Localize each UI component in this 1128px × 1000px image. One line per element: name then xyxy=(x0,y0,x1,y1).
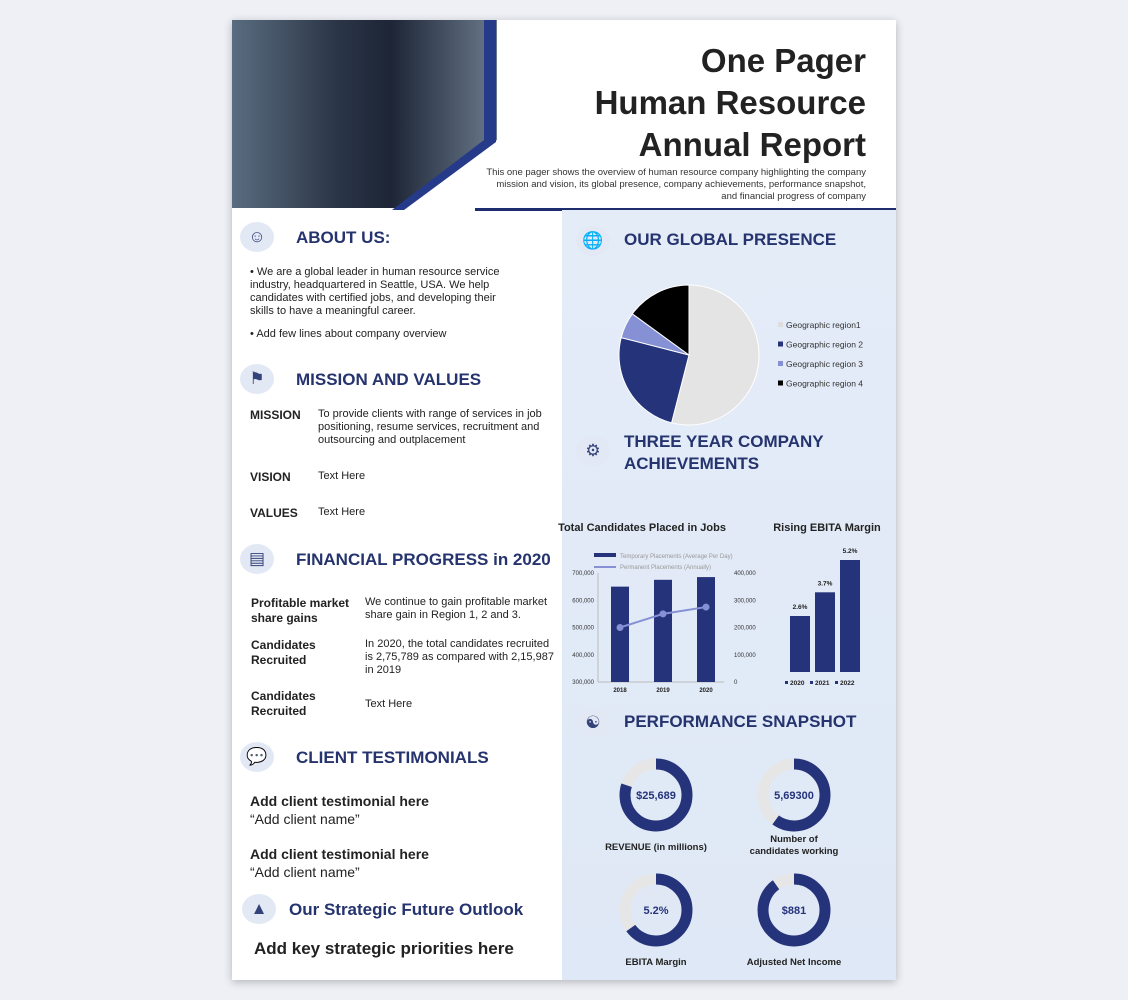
financial-label: Profitable market share gains xyxy=(251,596,350,625)
y-tick-label: 600,000 xyxy=(572,598,594,605)
bar xyxy=(840,560,860,672)
title-line: Annual Report xyxy=(638,126,866,163)
data-label: 2.6% xyxy=(792,604,808,611)
financial-label: Candidates Recruited xyxy=(251,689,316,718)
global-presence-pie xyxy=(572,255,892,415)
legend-swatch xyxy=(785,681,788,684)
performance-donuts xyxy=(562,745,896,980)
y2-tick-label: 0 xyxy=(734,680,738,686)
y2-tick-label: 100,000 xyxy=(734,652,756,659)
globe-monitor-icon: 🌐 xyxy=(576,226,610,256)
gear-person-icon: ⚙ xyxy=(576,436,610,466)
legend-swatch xyxy=(778,381,783,386)
data-label: 5.2% xyxy=(842,548,858,555)
line-point xyxy=(703,604,710,611)
financial-text: In 2020, the total candidates recruited is 2,75,789 as compared with 2,15,987 in 2019 xyxy=(365,638,554,676)
financial-text: Text Here xyxy=(365,698,413,710)
bar xyxy=(815,592,835,672)
donut-label: Number of xyxy=(770,834,818,845)
mission-label: MISSION xyxy=(250,408,301,422)
legend-label: 2022 xyxy=(840,680,855,687)
legend-label: 2020 xyxy=(790,680,805,687)
legend-label: 2021 xyxy=(815,680,830,687)
testimonial-name: “Add client name” xyxy=(250,864,360,880)
testimonial xyxy=(250,845,429,881)
one-pager xyxy=(232,20,896,980)
legend-label: Geographic region 3 xyxy=(786,359,864,369)
values-label: VALUES xyxy=(250,506,298,520)
page-title xyxy=(595,40,866,166)
legend-label: Temporary Placements (Average Per Day) xyxy=(620,554,733,560)
legend-label: Geographic region 4 xyxy=(786,378,864,389)
vision-label: VISION xyxy=(250,470,291,484)
donut-label: REVENUE (in millions) xyxy=(605,842,707,853)
y-tick-label: 400,000 xyxy=(572,652,594,659)
line-point xyxy=(617,624,624,631)
data-label: 3.7% xyxy=(817,580,833,588)
vision-text: Text Here xyxy=(318,470,366,482)
legend-swatch xyxy=(778,361,783,366)
about-text: We are a global leader in human resource service industry, headquartered in Seattle, USA. We help candidates with certified jobs, and developing their skills to have a meaningful career. xyxy=(250,266,500,317)
financial-heading: FINANCIAL PROGRESS in 2020 xyxy=(296,550,551,569)
legend-label: Permanent Placements (Annually) xyxy=(620,565,712,571)
donut-label: EBITA Margin xyxy=(625,957,687,968)
testimonial-quote: Add client testimonial here xyxy=(250,846,429,862)
y2-tick-label: 300,000 xyxy=(734,598,756,605)
about-heading: ABOUT US: xyxy=(296,228,391,247)
donut-label: Adjusted Net Income xyxy=(746,957,842,968)
testimonial-icon: 💬 xyxy=(240,742,274,772)
testimonial-name: “Add client name” xyxy=(250,811,360,827)
financial-label: Candidates Recruited xyxy=(251,638,316,667)
legend-swatch xyxy=(778,342,783,347)
donut-value: $25,689 xyxy=(636,790,676,802)
testimonial-quote: Add client testimonial here xyxy=(250,793,429,809)
outlook-heading: Our Strategic Future Outlook xyxy=(289,900,524,919)
y-tick-label: 300,000 xyxy=(572,680,594,686)
donut-value: 5.2% xyxy=(643,905,669,917)
mission-text: To provide clients with range of services in job positioning, resume services, recruitment and outsourcing and outplacement xyxy=(318,408,542,446)
mission-heading: MISSION AND VALUES xyxy=(296,370,482,389)
bar xyxy=(654,580,672,682)
achievements-heading xyxy=(624,431,824,475)
values-text: Text Here xyxy=(318,506,366,518)
y2-tick-label: 400,000 xyxy=(734,571,756,577)
line-point xyxy=(660,610,667,617)
title-line: One Pager xyxy=(700,42,866,79)
donut-value: 5,69300 xyxy=(774,790,814,802)
about-bullet: • We are a global leader in human resource service industry, headquartered in Seattle, USA. We help candidates with certified jobs, and developing their skills to have a meaningful career. xyxy=(250,266,500,317)
user-icon: ☺ xyxy=(240,222,274,252)
legend-swatch xyxy=(594,553,616,557)
legend-label: Geographic region 2 xyxy=(786,339,864,350)
heading-line: ACHIEVEMENTS xyxy=(624,454,760,473)
y-tick-label: 700,000 xyxy=(572,571,594,577)
about-bullet: • Add few lines about company overview xyxy=(250,328,447,340)
x-tick-label: 2019 xyxy=(656,688,670,694)
y2-tick-label: 200,000 xyxy=(734,625,756,632)
strategy-icon: ▲ xyxy=(242,894,276,924)
outlook-text: Add key strategic priorities here xyxy=(254,939,514,958)
financial-text: We continue to gain profitable market share gain in Region 1, 2 and 3. xyxy=(365,596,548,621)
performance-heading: PERFORMANCE SNAPSHOT xyxy=(624,712,857,731)
bar xyxy=(790,616,810,672)
climb-icon: ⚑ xyxy=(240,364,274,394)
about-text: Add few lines about company overview xyxy=(256,328,447,340)
testimonial xyxy=(250,792,429,828)
achievements-charts xyxy=(558,495,896,694)
title-line: Human Resource xyxy=(594,84,866,121)
legend-swatch xyxy=(810,681,813,684)
x-tick-label: 2020 xyxy=(699,688,713,694)
donut-label: candidates working xyxy=(749,846,839,857)
legend-swatch xyxy=(778,322,783,327)
subtitle: This one pager shows the overview of human resource company highlighting the company mission and vision, its global presence, company achievements, performance snapshot, and financial progress of company xyxy=(486,167,866,202)
chart-title: Rising EBITA Margin xyxy=(773,522,881,534)
legend-swatch xyxy=(835,681,838,684)
global-heading: OUR GLOBAL PRESENCE xyxy=(624,230,837,249)
testimonials-heading: CLIENT TESTIMONIALS xyxy=(296,748,489,767)
y-tick-label: 500,000 xyxy=(572,625,594,632)
businessman-photo xyxy=(232,20,497,208)
heading-line: THREE YEAR COMPANY xyxy=(624,432,824,451)
chart-title: Total Candidates Placed in Jobs xyxy=(558,522,726,534)
donut-value: $881 xyxy=(781,905,807,917)
growth-chart-icon: ▤ xyxy=(240,544,274,574)
bar xyxy=(611,587,629,682)
team-icon: ☯ xyxy=(576,708,610,738)
x-tick-label: 2018 xyxy=(613,688,627,694)
legend-label: Geographic region1 xyxy=(786,320,861,330)
bar xyxy=(697,577,715,682)
